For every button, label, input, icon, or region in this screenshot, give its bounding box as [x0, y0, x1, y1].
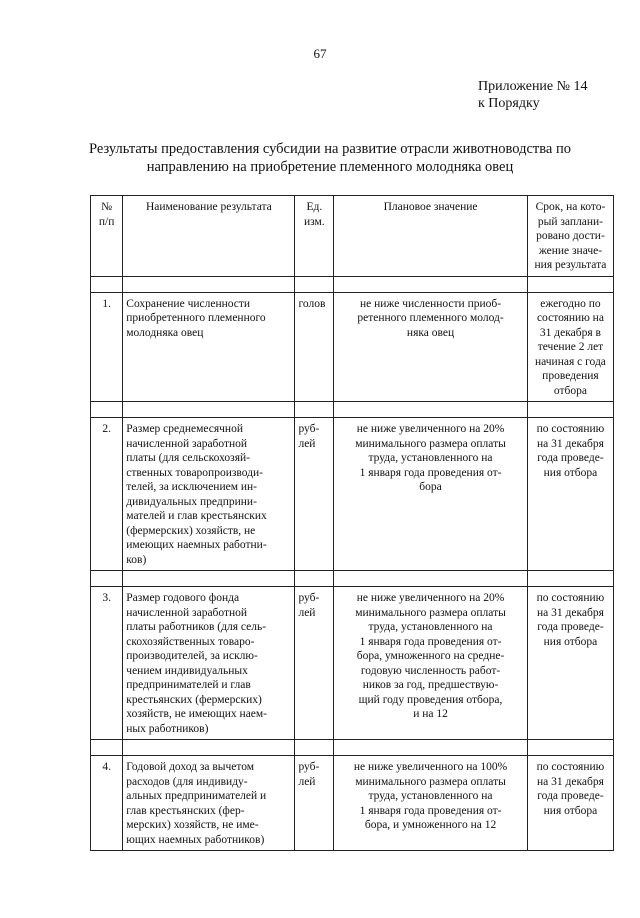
row-number: 1. [91, 292, 123, 402]
row-planned-value: не ниже численности приоб- ретенного племенного молод- няка овец [334, 292, 528, 402]
row-planned-value: не ниже увеличенного на 20% минимального размера оплаты труда, установленного на 1 января года проведения от- бора [334, 418, 528, 571]
appendix-reference: к Порядку [478, 96, 540, 111]
row-result-name: Сохранение численности приобретенного племенного молодняка овец [123, 292, 295, 402]
row-unit: руб- лей [295, 587, 334, 740]
header-result-name: Наименование результата [123, 196, 295, 277]
table-row [91, 418, 614, 571]
header-deadline: Срок, на кото- рый заплани- ровано дости- жение значе- ния результата [527, 196, 613, 277]
table-row [91, 756, 614, 851]
appendix-heading [478, 78, 588, 112]
table-header-row [91, 196, 614, 277]
header-planned-value: Плановое значение [334, 196, 528, 277]
row-number: 2. [91, 418, 123, 571]
table-spacer-row [91, 402, 614, 418]
row-result-name: Размер годового фонда начисленной заработной платы работников (для сель- скохозяйственных товаро- производителей, за исклю- чением индивидуальных предпринимателей и глав крестьянских (фермерских) хозяйств, не имеющих наем- ных работников) [123, 587, 295, 740]
table-row [91, 587, 614, 740]
row-planned-value: не ниже увеличенного на 100% минимального размера оплаты труда, установленного на 1 января года проведения от- бора, и умноженного на 12 [334, 756, 528, 851]
row-unit: голов [295, 292, 334, 402]
row-number: 3. [91, 587, 123, 740]
row-result-name: Годовой доход за вычетом расходов (для индивиду- альных предпринимателей и глав крестьянских (фер- мерских) хозяйств, не име- ющих наемных работников) [123, 756, 295, 851]
results-table [90, 195, 614, 851]
row-deadline: по состоянию на 31 декабря года проведе- ния отбора [527, 756, 613, 851]
document-title [70, 140, 590, 176]
appendix-label: Приложение № 14 [478, 79, 588, 94]
page-number: 67 [313, 46, 327, 61]
row-deadline: по состоянию на 31 декабря года проведе- ния отбора [527, 587, 613, 740]
table-spacer-row [91, 571, 614, 587]
table-spacer-row [91, 740, 614, 756]
table-spacer-row [91, 276, 614, 292]
row-number: 4. [91, 756, 123, 851]
row-result-name: Размер среднемесячной начисленной заработной платы (для сельскохозяй- ственных товаропроизводи- телей, за исключением ин- дивидуальных предприни- мателей и глав крестьянских (фермерских) хозяйств, не имеющих наемных работни- ков) [123, 418, 295, 571]
header-number: № п/п [91, 196, 123, 277]
document-title-line-2: направлению на приобретение племенного молодняка овец [146, 159, 514, 175]
header-unit: Ед. изм. [295, 196, 334, 277]
row-unit: руб- лей [295, 756, 334, 851]
table-row [91, 292, 614, 402]
document-title-line-1: Результаты предоставления субсидии на развитие отрасли животноводства по [89, 141, 571, 157]
row-deadline: по состоянию на 31 декабря года проведе- ния отбора [527, 418, 613, 571]
row-unit: руб- лей [295, 418, 334, 571]
row-planned-value: не ниже увеличенного на 20% минимального размера оплаты труда, установленного на 1 января года проведения от- бора, умноженного на средне- годовую численность работ- ников за год, предшествую- щий году проведения отбора, и на 12 [334, 587, 528, 740]
row-deadline: ежегодно по состоянию на 31 декабря в течение 2 лет начиная с года проведения отбора [527, 292, 613, 402]
